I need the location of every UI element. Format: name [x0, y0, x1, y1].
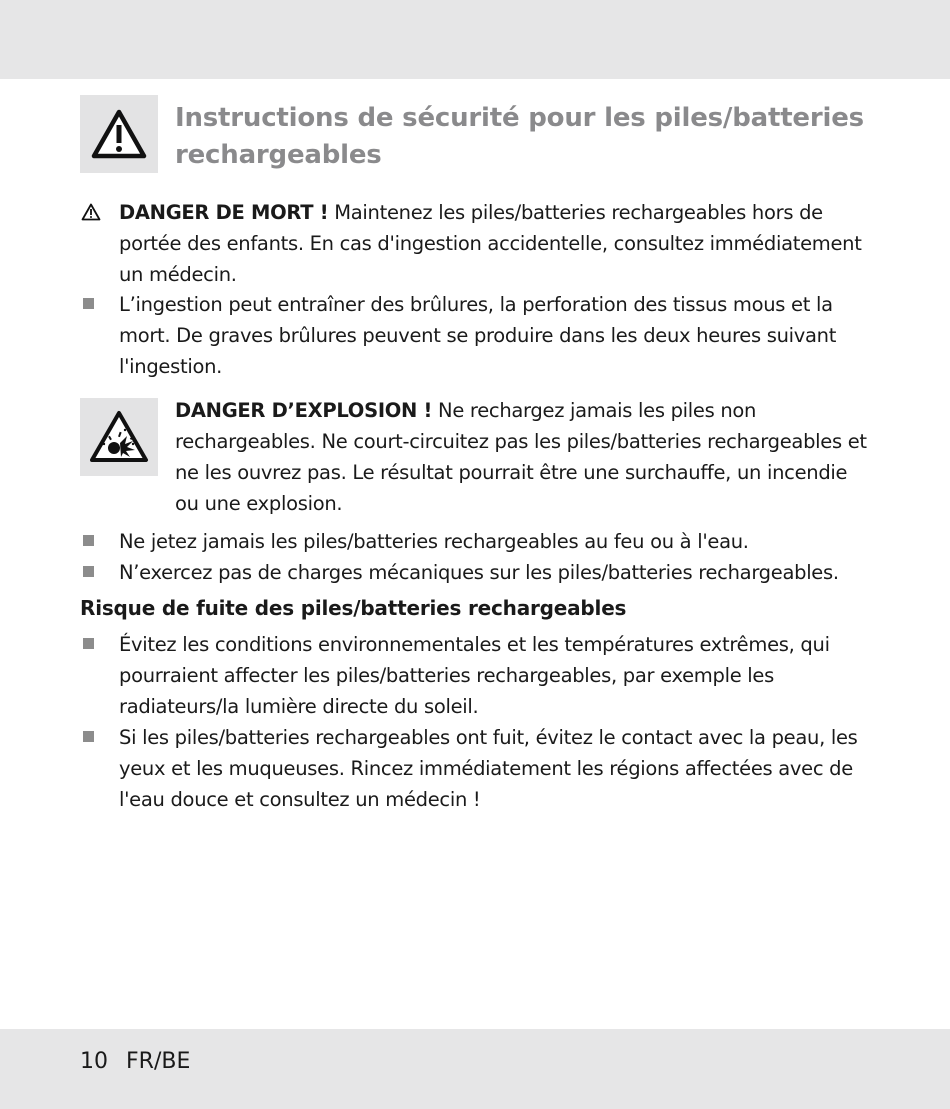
list-item: Ne jetez jamais les piles/batteries rechargeables au feu ou à l'eau. [119, 530, 749, 553]
danger-of-death-text: Maintenez les piles/batteries rechargeables hors de portée des enfants. En cas d'ingestion accidentelle, consultez immédiatement un médecin. [119, 201, 862, 286]
page-number: 10 [80, 1049, 108, 1074]
list-item: L’ingestion peut entraîner des brûlures, la perforation des tissus mous et la mort. De graves brûlures peuvent se produire dans les deux heures suivant l'ingestion. [119, 293, 837, 378]
bullet-marker [83, 638, 94, 649]
explosion-danger-paragraph [175, 395, 875, 519]
page-footer [80, 1047, 190, 1077]
leak-risk-subheading: Risque de fuite des piles/batteries rechargeables [80, 596, 627, 620]
warning-triangle-icon [90, 108, 148, 160]
bullet-marker [83, 298, 94, 309]
list-item: N’exercez pas de charges mécaniques sur les piles/batteries rechargeables. [119, 561, 839, 584]
explosion-danger-text: Ne rechargez jamais les piles non rechargeables. Ne court-circuitez pas les piles/batteries rechargeables et ne les ouvrez pas. Le résultat pourrait être une surchauffe, un incendie ou une explosion. [175, 399, 867, 515]
bullet-marker [83, 731, 94, 742]
danger-of-death-label: DANGER DE MORT ! [119, 201, 329, 224]
list-item: Si les piles/batteries rechargeables ont fuit, évitez le contact avec la peau, les yeux et les muqueuses. Rincez immédiatement les régions affectées avec de l'eau douce et consultez un médecin ! [119, 726, 858, 811]
explosion-warning-icon [89, 410, 149, 464]
explosion-warning-box [80, 398, 158, 476]
heading-warning-box [80, 95, 158, 173]
bullet-marker [83, 566, 94, 577]
bullet-marker [83, 535, 94, 546]
top-band [0, 0, 950, 79]
locale-label: FR/BE [126, 1049, 191, 1074]
section-title: Instructions de sécurité pour les piles/batteries rechargeables [175, 103, 864, 170]
warning-triangle-icon [81, 203, 101, 221]
explosion-danger-label: DANGER D’EXPLOSION ! [175, 399, 433, 422]
danger-of-death-paragraph [119, 197, 869, 290]
list-item: Évitez les conditions environnementales et les températures extrêmes, qui pourraient affecter les piles/batteries rechargeables, par exemple les radiateurs/la lumière directe du soleil. [119, 633, 830, 718]
